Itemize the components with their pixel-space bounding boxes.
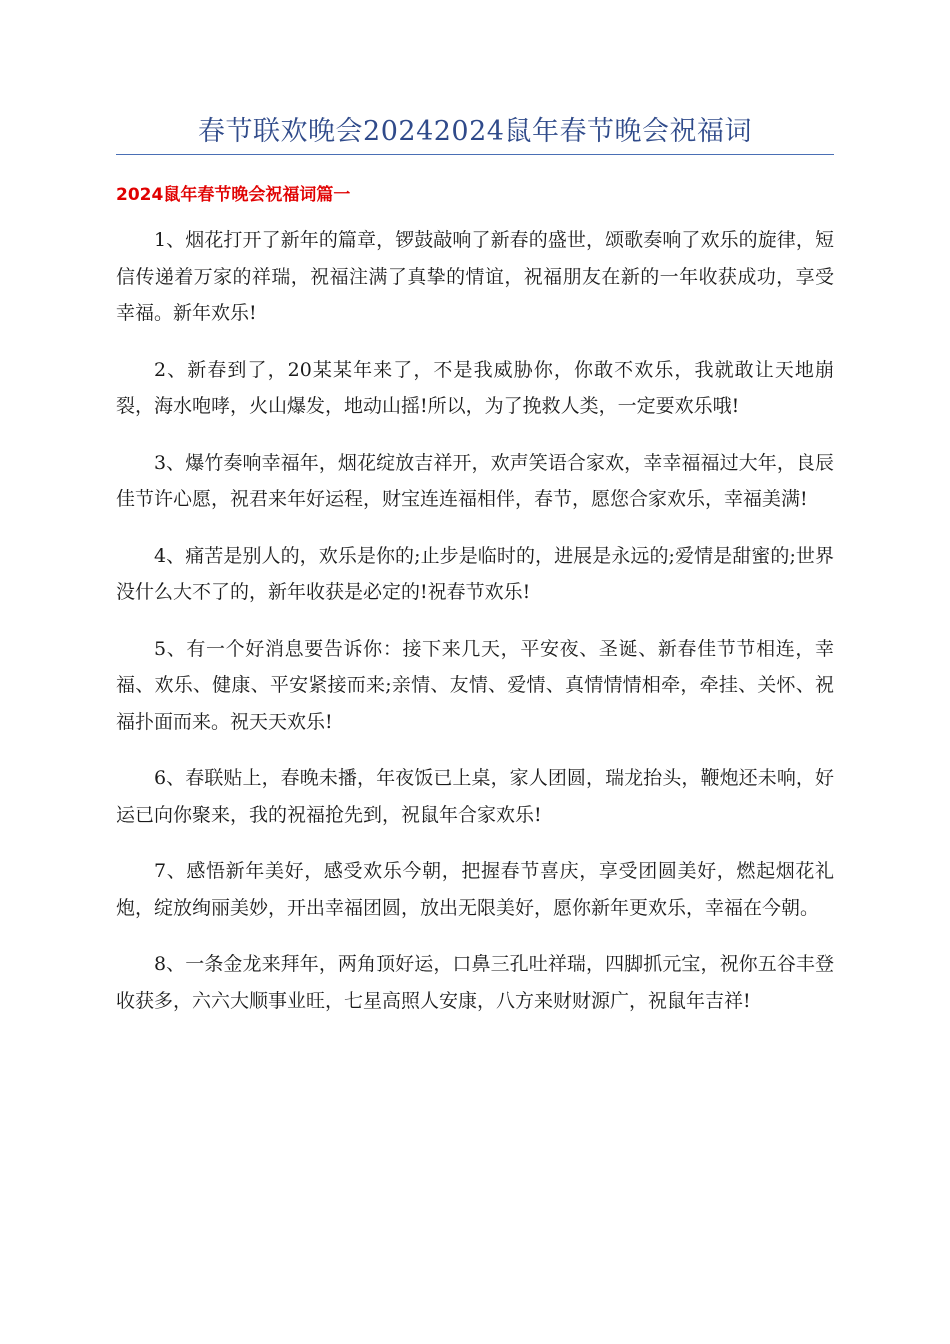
paragraph: 5、有一个好消息要告诉你：接下来几天，平安夜、圣诞、新春佳节节相连，幸福、欢乐、健康、平安紧接而来;亲情、友情、爱情、真情情情相牵，牵挂、关怀、祝福扑面而来。祝天天欢乐! bbox=[116, 637, 834, 733]
paragraph: 1、烟花打开了新年的篇章，锣鼓敲响了新春的盛世，颂歌奏响了欢乐的旋律，短信传递着万家的祥瑞，祝福注满了真挚的情谊，祝福朋友在新的一年收获成功，享受幸福。新年欢乐! bbox=[116, 229, 834, 324]
paragraph: 8、一条金龙来拜年，两角顶好运，口鼻三孔吐祥瑞，四脚抓元宝，祝你五谷丰登收获多，六六大顺事业旺，七星高照人安康，八方来财财源广，祝鼠年吉祥! bbox=[116, 953, 834, 1012]
document-title: 春节联欢晚会20242024鼠年春节晚会祝福词 bbox=[198, 116, 752, 147]
paragraph: 6、春联贴上，春晚未播，年夜饭已上桌，家人团圆，瑞龙抬头，鞭炮还未响，好运已向你聚来，我的祝福抢先到，祝鼠年合家欢乐! bbox=[116, 767, 834, 826]
section-heading: 2024鼠年春节晚会祝福词篇一 bbox=[116, 185, 351, 205]
paragraph: 4、痛苦是别人的，欢乐是你的;止步是临时的，进展是永远的;爱情是甜蜜的;世界没什么大不了的，新年收获是必定的!祝春节欢乐! bbox=[116, 544, 834, 603]
paragraph: 2、新春到了，20某某年来了，不是我威胁你，你敢不欢乐，我就敢让天地崩裂，海水咆哮，火山爆发，地动山摇!所以，为了挽救人类，一定要欢乐哦! bbox=[116, 358, 834, 417]
title-underline bbox=[116, 154, 834, 155]
document-body bbox=[116, 222, 834, 1039]
paragraph: 7、感悟新年美好，感受欢乐今朝，把握春节喜庆，享受团圆美好，燃起烟花礼炮，绽放绚丽美妙，开出幸福团圆，放出无限美好，愿你新年更欢乐，幸福在今朝。 bbox=[116, 860, 834, 919]
paragraph: 3、爆竹奏响幸福年，烟花绽放吉祥开，欢声笑语合家欢，幸幸福福过大年，良辰佳节许心愿，祝君来年好运程，财宝连连福相伴，春节，愿您合家欢乐，幸福美满! bbox=[116, 451, 834, 510]
